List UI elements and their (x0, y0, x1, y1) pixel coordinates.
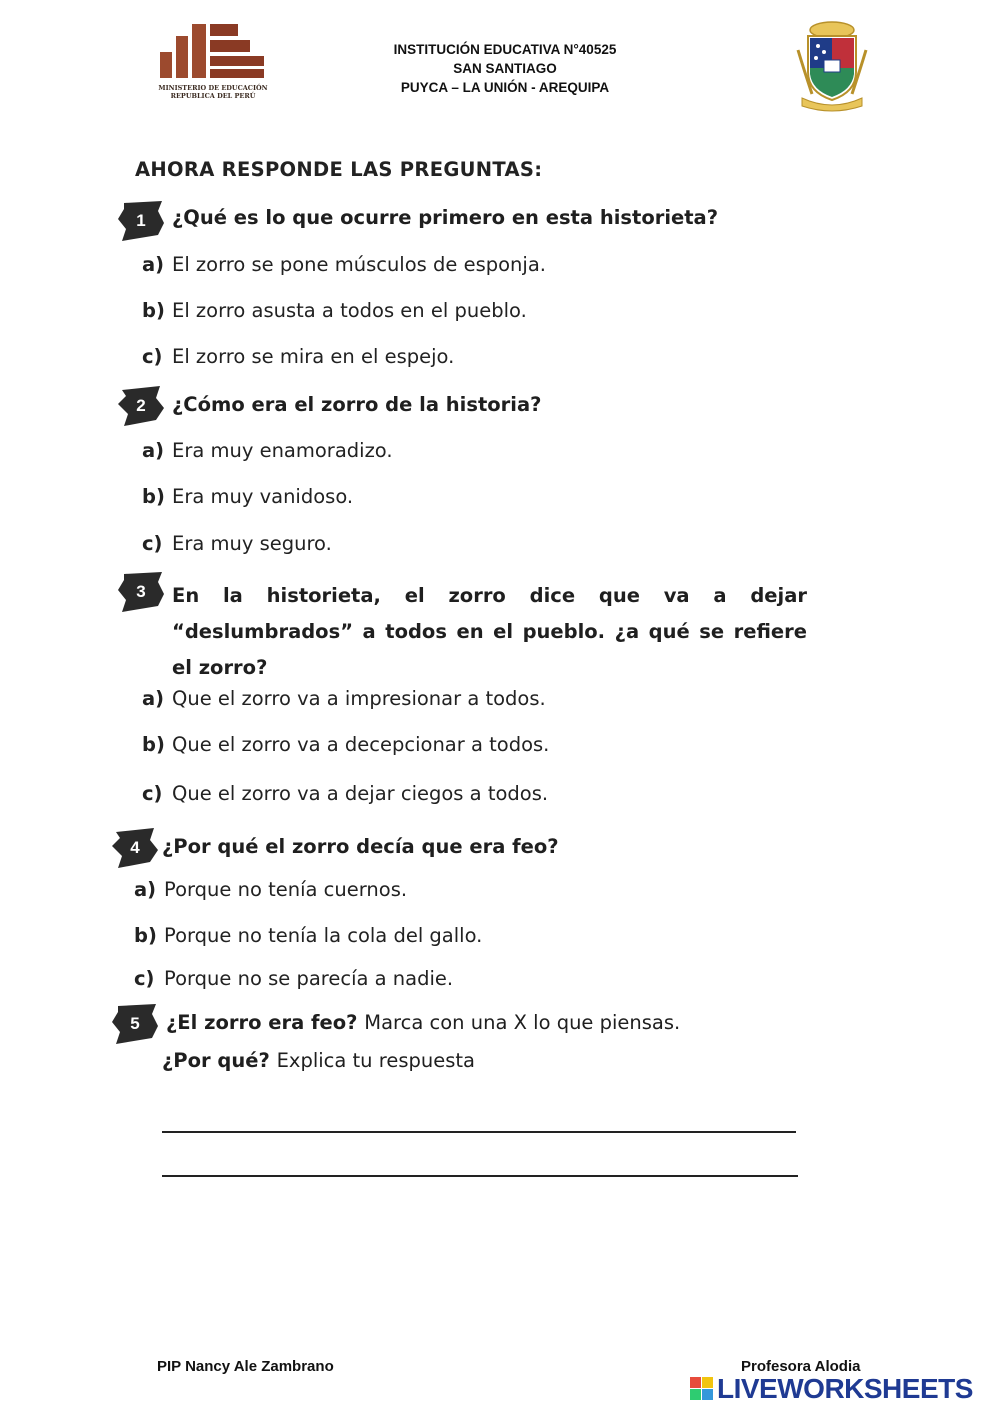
option-text: Porque no se parecía a nadie. (164, 967, 454, 990)
option-label: a) (142, 439, 165, 462)
ministry-logo (158, 22, 268, 108)
question-number: 5 (130, 1014, 140, 1033)
answer-option[interactable] (142, 532, 332, 555)
option-label: a) (134, 878, 157, 901)
option-text: Era muy enamoradizo. (172, 439, 393, 462)
answer-option[interactable] (142, 345, 454, 368)
option-label: c) (142, 782, 163, 805)
footer-author: PIP Nancy Ale Zambrano (157, 1358, 334, 1375)
option-label: c) (142, 532, 163, 555)
answer-option[interactable] (134, 878, 407, 901)
answer-option[interactable] (142, 485, 353, 508)
question-text (166, 1011, 680, 1034)
question-text: ¿Cómo era el zorro de la historia? (172, 393, 542, 416)
question-text: ¿Por qué el zorro decía que era feo? (162, 835, 559, 858)
institution-subname: SAN SANTIAGO (453, 61, 557, 76)
ministry-bars-icon (158, 22, 268, 82)
question-number: 1 (136, 211, 146, 230)
ministry-logo-text (158, 84, 268, 100)
option-label: a) (142, 253, 165, 276)
question-text: ¿Qué es lo que ocurre primero en esta historieta? (172, 206, 719, 229)
option-text: Que el zorro va a decepcionar a todos. (172, 733, 550, 756)
option-text: Porque no tenía la cola del gallo. (164, 924, 483, 947)
answer-option[interactable] (142, 299, 527, 322)
ministry-logo-line2: REPUBLICA DEL PERÚ (170, 92, 256, 100)
answer-option[interactable] (142, 439, 393, 462)
institution-name: INSTITUCIÓN EDUCATIVA N°40525 (393, 42, 617, 57)
page-heading: AHORA RESPONDE LAS PREGUNTAS: (135, 158, 543, 181)
school-crest-icon (796, 20, 868, 112)
option-text: Que el zorro va a dejar ciegos a todos. (172, 782, 549, 805)
question-instruction: Marca con una X lo que piensas. (364, 1011, 681, 1034)
question-number: 4 (130, 838, 140, 857)
liveworksheets-logo (690, 1374, 973, 1404)
option-label: b) (142, 485, 165, 508)
question-number-badge (118, 572, 164, 612)
question-text-bold: ¿El zorro era feo? (166, 1011, 358, 1034)
option-text: Era muy vanidoso. (172, 485, 354, 508)
question-number-badge (118, 386, 164, 426)
institution-location: PUYCA – LA UNIÓN - AREQUIPA (400, 80, 610, 95)
answer-line[interactable] (162, 1175, 798, 1177)
option-text: El zorro se mira en el espejo. (172, 345, 455, 368)
answer-option[interactable] (142, 253, 546, 276)
option-label: a) (142, 687, 165, 710)
question-number-badge (112, 1004, 158, 1044)
answer-option[interactable] (142, 782, 548, 805)
option-label: b) (142, 299, 165, 322)
answer-option[interactable] (134, 924, 482, 947)
answer-line[interactable] (162, 1131, 796, 1133)
question-subtext-bold: ¿Por qué? (162, 1049, 270, 1072)
liveworksheets-icon (690, 1377, 714, 1401)
answer-option[interactable] (142, 733, 549, 756)
question-subtext (162, 1049, 475, 1072)
question-number-badge (112, 828, 158, 868)
option-text: Era muy seguro. (172, 532, 332, 555)
option-label: c) (134, 967, 155, 990)
option-text: El zorro se pone músculos de esponja. (172, 253, 546, 276)
option-text: El zorro asusta a todos en el pueblo. (172, 299, 527, 322)
question-number: 3 (136, 582, 146, 601)
liveworksheets-brand: LIVEWORKSHEETS (717, 1373, 973, 1404)
answer-option[interactable] (134, 967, 453, 990)
footer-teacher: Profesora Alodia (741, 1358, 861, 1375)
question-number: 2 (136, 396, 146, 415)
question-text: En la historieta, el zorro dice que va a dejar “deslumbrados” a todos en el pueblo. ¿a qué se refiere el zorro? (172, 584, 807, 679)
ministry-logo-line1: MINISTERIO DE EDUCACIÓN (158, 84, 268, 92)
option-text: Porque no tenía cuernos. (164, 878, 408, 901)
question-number-badge (118, 201, 164, 241)
question-subtext-instruction: Explica tu respuesta (276, 1049, 475, 1072)
institution-header (340, 40, 670, 97)
option-text: Que el zorro va a impresionar a todos. (172, 687, 546, 710)
option-label: b) (134, 924, 157, 947)
answer-option[interactable] (142, 687, 546, 710)
option-label: c) (142, 345, 163, 368)
option-label: b) (142, 733, 165, 756)
